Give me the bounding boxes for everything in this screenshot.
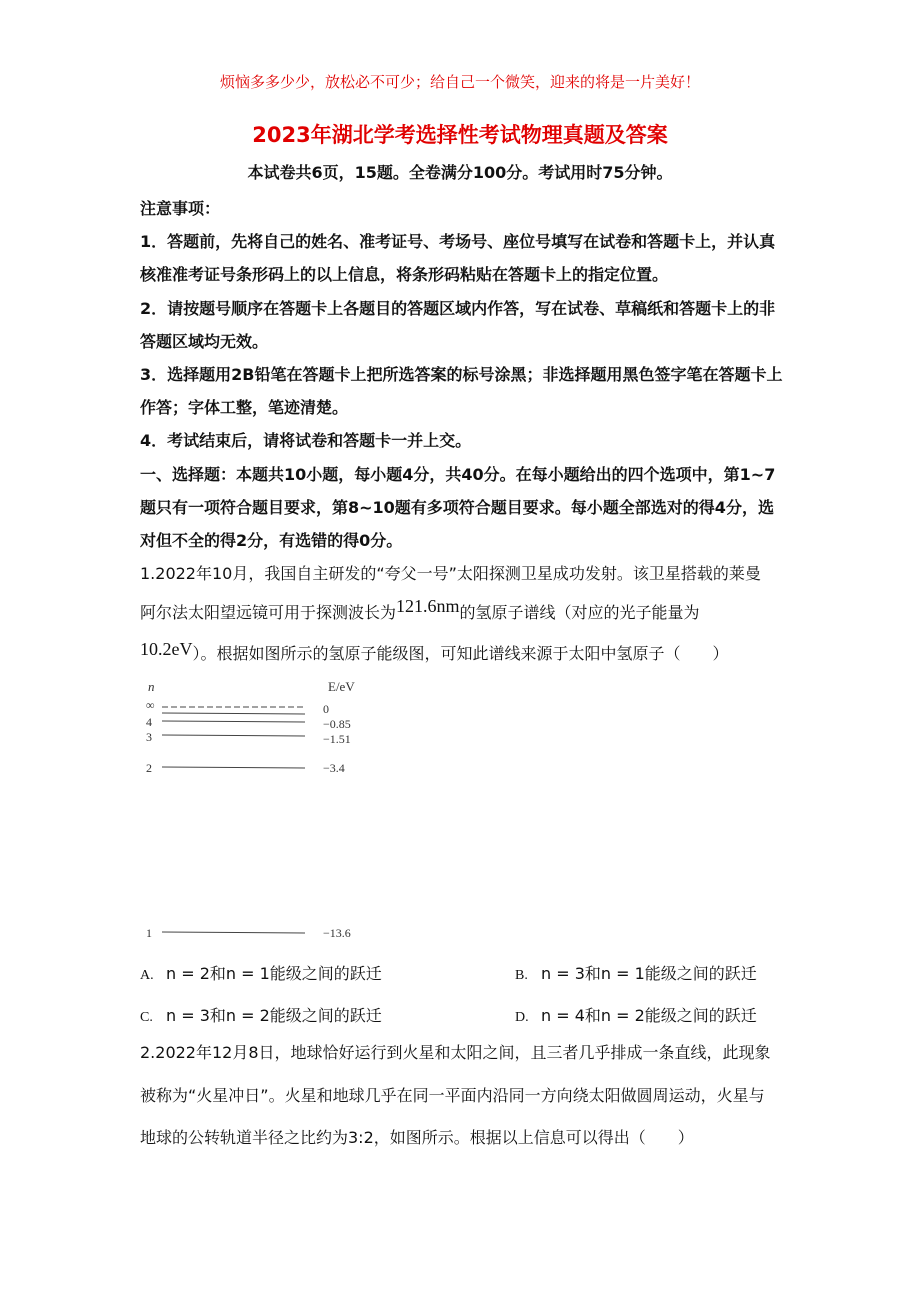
- page-title: 2023年湖北学考选择性考试物理真题及答案: [252, 123, 668, 147]
- level-n-label: 2: [146, 761, 152, 775]
- note-line: 作答；字体工整，笔迹清楚。: [140, 398, 349, 417]
- option-label: B.: [515, 968, 528, 983]
- option-c[interactable]: [140, 1003, 382, 1026]
- option-label: A.: [140, 968, 154, 983]
- energy: 10.2eV: [140, 639, 193, 659]
- q2-line: 2.2022年12月8日，地球恰好运行到火星和太阳之间，且三者几乎排成一条直线，此现象: [140, 1043, 771, 1062]
- q2-line: 被称为“火星冲日”。火星和地球几乎在同一平面内沿同一方向绕太阳做圆周运动，火星与: [140, 1086, 765, 1105]
- section-line: 对但不全的得2分，有选错的得0分。: [140, 531, 403, 550]
- option-a[interactable]: [140, 961, 382, 984]
- note-line: 1．答题前，先将自己的姓名、准考证号、考场号、座位号填写在试卷和答题卡上，并认真: [140, 232, 776, 251]
- energy-level-line: [162, 721, 305, 722]
- q1-text: 的氢原子谱线（对应的光子能量为: [459, 603, 700, 622]
- level-energy-label: −3.4: [323, 761, 345, 775]
- level-n-label: 4: [146, 715, 152, 729]
- option-text: n = 3和n = 2能级之间的跃迁: [166, 1006, 382, 1025]
- n-axis-label: n: [148, 679, 155, 694]
- note-line: 3．选择题用2B铅笔在答题卡上把所选答案的标号涂黑；非选择题用黑色签字笔在答题卡上: [140, 365, 783, 384]
- level-n-label: 1: [146, 926, 152, 940]
- level-energy-label: −0.85: [323, 717, 351, 731]
- energy-level-diagram: [140, 675, 380, 950]
- energy-level-line: [162, 767, 305, 768]
- option-label: D.: [515, 1010, 529, 1025]
- section-line: 题只有一项符合题目要求，第8~10题有多项符合题目要求。每小题全部选对的得4分，选: [140, 498, 774, 517]
- option-d[interactable]: [515, 1003, 757, 1026]
- option-text: n = 2和n = 1能级之间的跃迁: [166, 964, 382, 983]
- option-label: C.: [140, 1010, 153, 1025]
- energy-level-line: [162, 735, 305, 736]
- q1-line: [140, 639, 729, 664]
- notes-heading: 注意事项：: [140, 199, 221, 218]
- option-text: n = 4和n = 2能级之间的跃迁: [541, 1006, 757, 1025]
- q2-line: 地球的公转轨道半径之比约为3:2，如图所示。根据以上信息可以得出（ ）: [140, 1128, 694, 1147]
- q1-text: ）。根据如图所示的氢原子能级图，可知此谱线来源于太阳中氢原子（ ）: [192, 644, 729, 663]
- energy-axis-label: E/eV: [328, 679, 355, 694]
- subtitle: 本试卷共6页，15题。全卷满分100分。考试用时75分钟。: [247, 163, 673, 182]
- wavelength: 121.6nm: [396, 596, 460, 616]
- level-energy-label: 0: [323, 702, 329, 716]
- section-line: 一、选择题：本题共10小题，每小题4分，共40分。在每小题给出的四个选项中，第1~7: [140, 465, 776, 484]
- q1-line: [140, 596, 700, 623]
- note-line: 4．考试结束后，请将试卷和答题卡一并上交。: [140, 431, 472, 450]
- level-n-label: 3: [146, 730, 152, 744]
- note-line: 答题区域均无效。: [140, 332, 269, 351]
- level-n-label: ∞: [146, 698, 155, 712]
- note-line: 核准准考证号条形码上的以上信息，将条形码粘贴在答题卡上的指定位置。: [140, 265, 669, 284]
- energy-level-line: [162, 932, 305, 933]
- energy-level-line: [162, 713, 305, 714]
- q1-text: 阿尔法太阳望远镜可用于探测波长为: [140, 603, 397, 622]
- level-energy-label: −13.6: [323, 926, 351, 940]
- option-text: n = 3和n = 1能级之间的跃迁: [541, 964, 757, 983]
- option-b[interactable]: [515, 961, 757, 984]
- note-line: 2．请按题号顺序在答题卡上各题目的答题区域内作答，写在试卷、草稿纸和答题卡上的非: [140, 299, 776, 318]
- motto: 烦恼多多少少，放松必不可少；给自己一个微笑，迎来的将是一片美好！: [219, 73, 700, 91]
- level-energy-label: −1.51: [323, 732, 351, 746]
- q1-line: 1.2022年10月，我国自主研发的“夸父一号”太阳探测卫星成功发射。该卫星搭载的莱曼: [140, 564, 761, 583]
